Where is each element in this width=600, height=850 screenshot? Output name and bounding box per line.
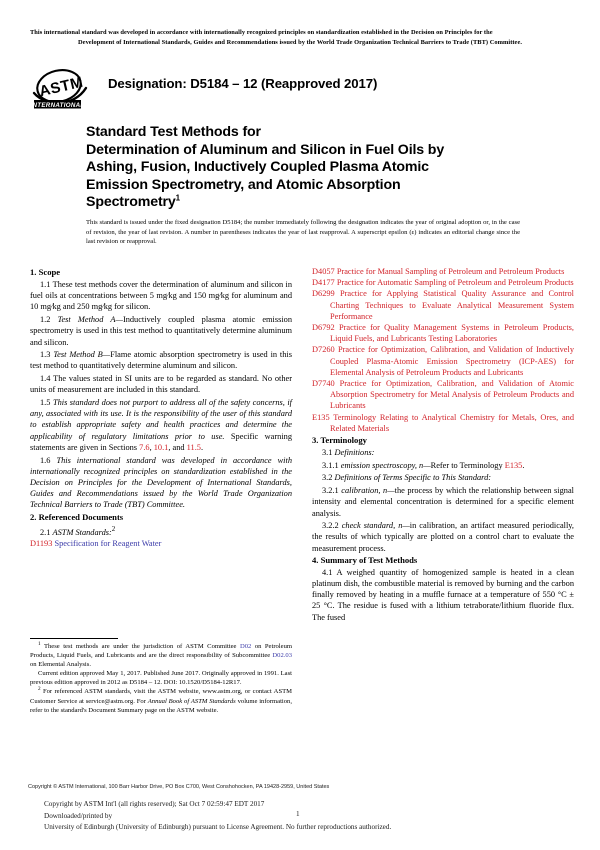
para-2-1-label: ASTM Standards: [52, 527, 112, 537]
standard-id-link[interactable]: D7260 [312, 345, 335, 355]
wto-development-note [30, 28, 570, 48]
link-section-11-5[interactable]: 11.5 [186, 442, 201, 452]
title-line-1: Standard Test Methods for [86, 124, 261, 140]
designation-text: Designation: D5184 – 12 (Reapproved 2017) [108, 76, 378, 91]
referenced-standard-item [312, 288, 574, 322]
right-column [312, 266, 574, 623]
para-3-1-1: 3.1.1 emission spectroscopy, n—Refer to Terminology E135. [322, 460, 525, 470]
title-footnote-marker: 1 [175, 193, 180, 203]
footnote-1 [30, 642, 292, 669]
para-1-1 [30, 279, 292, 313]
para-1-1-number: 1.1 [40, 280, 51, 289]
footnote-1-text-b: on Petroleum Products, Liquid Fuels, and Lubricants and are the direct responsibility of Subcommittee [30, 643, 292, 660]
standard-id-link[interactable]: D4057 [312, 267, 335, 276]
para-3-2 [312, 472, 574, 483]
para-1-4 [30, 373, 292, 395]
referenced-standard-item [312, 266, 574, 277]
para-1-1-text: These test methods cover the determination of aluminum and silicon in fuel oils at concentrations between 5 mg⁄kg and 150 mg⁄kg for aluminum and 10 mg⁄kg and 250 mg⁄kg for silicon. [30, 280, 292, 312]
para-3-1-label: Definitions: [334, 448, 375, 458]
standard-title-link[interactable]: Practice for Quality Management Systems in Petroleum Products, Liquid Fuels, and Lubricants Testing Laboratories [330, 323, 574, 344]
para-1-2-lead: Test Method A— [57, 315, 123, 325]
footnote-1-text-a: These test methods are under the jurisdiction of ASTM Committee [43, 643, 240, 650]
link-committee-d02[interactable]: D02 [239, 643, 252, 650]
wto-note-line-2: Development of International Standards, Guides and Recommendations issued by the World Trade Organization Technical Barriers to Trade (TBT) Committee. [78, 39, 522, 46]
standard-id-link[interactable]: D7740 [312, 379, 335, 389]
referenced-standards-list-left [30, 538, 292, 549]
para-3-2-2 [312, 520, 574, 554]
footnote-1-marker: 1 [38, 640, 41, 647]
referenced-standard-item [312, 412, 574, 434]
footnote-1-edition: Current edition approved May 1, 2017. Published June 2017. Originally approved in 1991. Last previous edition approved in 2012 as D5184 – 12. DOI: 10.1520/D5184-12R17. [30, 670, 292, 687]
para-1-3-text: Flame atomic absorption spectrometry is used in this test method to quantitatively determine aluminum and silicon. [30, 350, 292, 371]
heading-summary-of-test-methods: 4. Summary of Test Methods [312, 554, 418, 565]
para-1-3-lead: Test Method B— [53, 350, 111, 360]
para-3-1-1-number: 3.1.1 [322, 460, 339, 470]
para-1-5-number: 1.5 [40, 398, 51, 408]
para-1-2 [30, 314, 292, 348]
standard-id-link[interactable]: D4177 [312, 278, 335, 288]
link-subcommittee-d02-03[interactable]: D02.03 [272, 652, 292, 660]
link-section-10-1[interactable]: 10.1 [153, 442, 169, 452]
para-4-1-number: 4.1 [322, 567, 333, 577]
page-number: 1 [296, 810, 300, 818]
para-3-2-1-term: calibration, n— [341, 486, 395, 496]
para-1-2-number: 1.2 [40, 315, 51, 325]
para-1-6 [30, 455, 292, 511]
heading-scope: 1. Scope [30, 267, 61, 277]
referenced-standard-item [312, 344, 574, 378]
para-3-2-2-number: 3.2.2 [322, 521, 339, 531]
standard-title-link[interactable]: Practice for Automatic Sampling of Petroleum and Petroleum Products [336, 278, 574, 288]
license-stamp-line-3: University of Edinburgh (University of Edinburgh) pursuant to License Agreement. No further reproductions authorized. [44, 823, 392, 832]
issue-note: This standard is issued under the fixed designation D5184; the number immediately following the designation indicates the year of original adoption or, in the case of revision, the year of last revision. A number in parentheses indicates the year of last reapproval. A superscript epsilon (ε) indicates an editorial change since the last revision or reapproval. [86, 219, 520, 246]
para-1-6-number: 1.6 [40, 455, 51, 465]
referenced-standard-item [312, 322, 574, 344]
standard-id-link[interactable]: E135 [312, 412, 330, 422]
referenced-standards-list-right [312, 266, 574, 434]
para-3-2-1-number: 3.2.1 [322, 486, 339, 496]
para-3-2-label: Definitions of Terms Specific to This Standard: [334, 473, 492, 483]
footnote-divider [30, 638, 118, 639]
para-3-1 [312, 447, 574, 458]
standard-title-link[interactable]: Practice for Optimization, Calibration, and Validation of Inductively Coupled Plasma-Atomic Emission Spectrometry (ICP-AES) for Elemental Analysis of Petroleum Products and Lubricants [330, 345, 574, 377]
title-line-3: Ashing, Fusion, Inductively Coupled Plasma Atomic [86, 159, 429, 176]
svg-text:INTERNATIONAL: INTERNATIONAL [30, 101, 85, 109]
para-2-1-number: 2.1 [40, 527, 51, 537]
footnote-2-text-a: For referenced ASTM standards, visit the ASTM website, www.astm.org, or contact ASTM Customer Service at service@astm.org. For [30, 688, 293, 705]
footnote-2-text-b: volume information, refer to the standard's Document Summary page on the ASTM website. [30, 697, 293, 714]
license-stamp [44, 799, 564, 834]
para-1-4-text: The values stated in SI units are to be regarded as standard. No other units of measurement are included in this standard. [30, 374, 292, 395]
footnote-1-text-c: on Elemental Analysis. [30, 661, 91, 669]
footnote-2-marker: 2 [38, 686, 41, 693]
para-1-2-text: Inductively coupled plasma atomic emission spectrometry is used in this test method to quantitatively determine aluminum and silicon. [30, 315, 293, 347]
para-3-1-1-text: Refer to Terminology [430, 460, 505, 470]
standard-title-link[interactable]: Terminology Relating to Analytical Chemistry for Metals, Ores, and Related Materials [330, 412, 575, 433]
astm-international-logo [28, 66, 96, 112]
para-3-2-1 [312, 485, 574, 519]
standard-title-link[interactable]: Specification for Reagent Water [54, 538, 162, 548]
para-4-1 [312, 567, 574, 623]
page-title [86, 124, 506, 212]
standard-id-link[interactable]: D6299 [312, 289, 335, 299]
standard-title-link[interactable]: Practice for Applying Statistical Quality Assurance and Control Charting Techniques to Evaluate Analytical Measurement System Performance [330, 289, 574, 321]
para-3-2-number: 3.2 [322, 473, 333, 483]
svg-text:ASTM: ASTM [37, 73, 85, 101]
para-3-2-1-text: the process by which the relationship between signal intensity and elemental concentration is determined for a specific element analysis. [312, 486, 574, 518]
link-terminology-e135[interactable]: E135 [504, 460, 523, 470]
footnotes-block [30, 638, 292, 715]
para-3-2-2-text: in calibration, an artifact measured periodically, the results of which typically are plotted on a control chart to evaluate the measurement process. [312, 521, 575, 553]
para-1-3-number: 1.3 [40, 350, 51, 360]
para-2-1 [30, 524, 292, 538]
para-1-4-number: 1.4 [40, 374, 51, 384]
standard-title-link[interactable]: Practice for Optimization, Calibration, and Validation of Atomic Absorption Spectrometry for Metal Analysis of Petroleum Products and Lubricants [330, 379, 574, 411]
wto-note-line-1: This international standard was developed in accordance with internationally recognized principles on standardization established in the Decision on Principles for the [30, 29, 493, 36]
license-stamp-line-2: Downloaded/printed by [44, 811, 113, 820]
link-section-7-6[interactable]: 7.6 [139, 442, 150, 452]
footnote-2 [30, 687, 292, 714]
referenced-standard-item [30, 538, 292, 549]
standard-title-link[interactable]: Practice for Manual Sampling of Petroleum and Petroleum Products [336, 267, 565, 276]
para-1-3 [30, 349, 292, 371]
title-line-5 [86, 194, 506, 212]
para-2-1-footnote-marker: 2 [111, 524, 116, 533]
title-line-5-text: Spectrometry [86, 194, 176, 211]
para-3-1-number: 3.1 [322, 448, 333, 458]
title-line-2: Determination of Aluminum and Silicon in Fuel Oils by [86, 141, 445, 158]
para-3-2-2-term: check standard, n— [341, 521, 410, 531]
standard-id-link[interactable]: D1193 [30, 538, 53, 548]
para-1-5-italic-text: This standard does not purport to address all of the safety concerns, if any, associated with its use. It is the responsibility of the user of this standard to establish appropriate safety and health practices and determine the applicability of regulatory limitations prior to use. [30, 398, 292, 441]
footer-copyright: Copyright © ASTM International, 100 Barr Harbor Drive, PO Box C700, West Conshohocken, PA 19428-2959, United States [28, 784, 330, 790]
heading-terminology: 3. Terminology [312, 435, 367, 446]
designation-row [28, 66, 568, 112]
para-1-5-tail: Specific warning statements are given in Sections [30, 431, 292, 452]
license-stamp-line-1: Copyright by ASTM Int'l (all rights reserved); Sat Oct 7 02:59:47 EDT 2017 [44, 800, 265, 808]
footnote-2-italic: Annual Book of ASTM Standards [147, 697, 236, 705]
left-column [30, 266, 292, 549]
title-line-4: Emission Spectrometry, and Atomic Absorption [86, 176, 401, 193]
para-3-1-1-term: emission spectroscopy, n— [340, 460, 431, 470]
heading-referenced-documents: 2. Referenced Documents [30, 511, 124, 522]
standard-id-link[interactable]: D6792 [312, 323, 335, 333]
referenced-standard-item [312, 378, 574, 412]
para-1-5: 1.5 This standard does not purport to address all of the safety concerns, if any, associated with its use. It is the responsibility of the user of this standard to establish appropriate safety and health practices and determine the applicability of regulatory limitations prior to use. Specific warning statements are given in Sections 7.6, 10.1, and 11.5. [30, 398, 292, 452]
para-4-1-text: A weighed quantity of homogenized sample is heated in a clean platinum dish, the combustible material is removed by burning and the carbon finally removed by heating in a muffle furnace at a temperature of 550 °C ± 25 °C. The residue is fused with a lithium tetraborate/lithium fluoride flux. The fused [312, 567, 574, 622]
para-1-6-text: This international standard was developed in accordance with internationally recognized principles on standardization established in the Decision on Principles for the Development of International Standards, Guides and Recommendations issued by the World Trade Organization Technical Barriers to Trade (TBT) Committee. [30, 455, 292, 510]
referenced-standard-item [312, 277, 574, 288]
